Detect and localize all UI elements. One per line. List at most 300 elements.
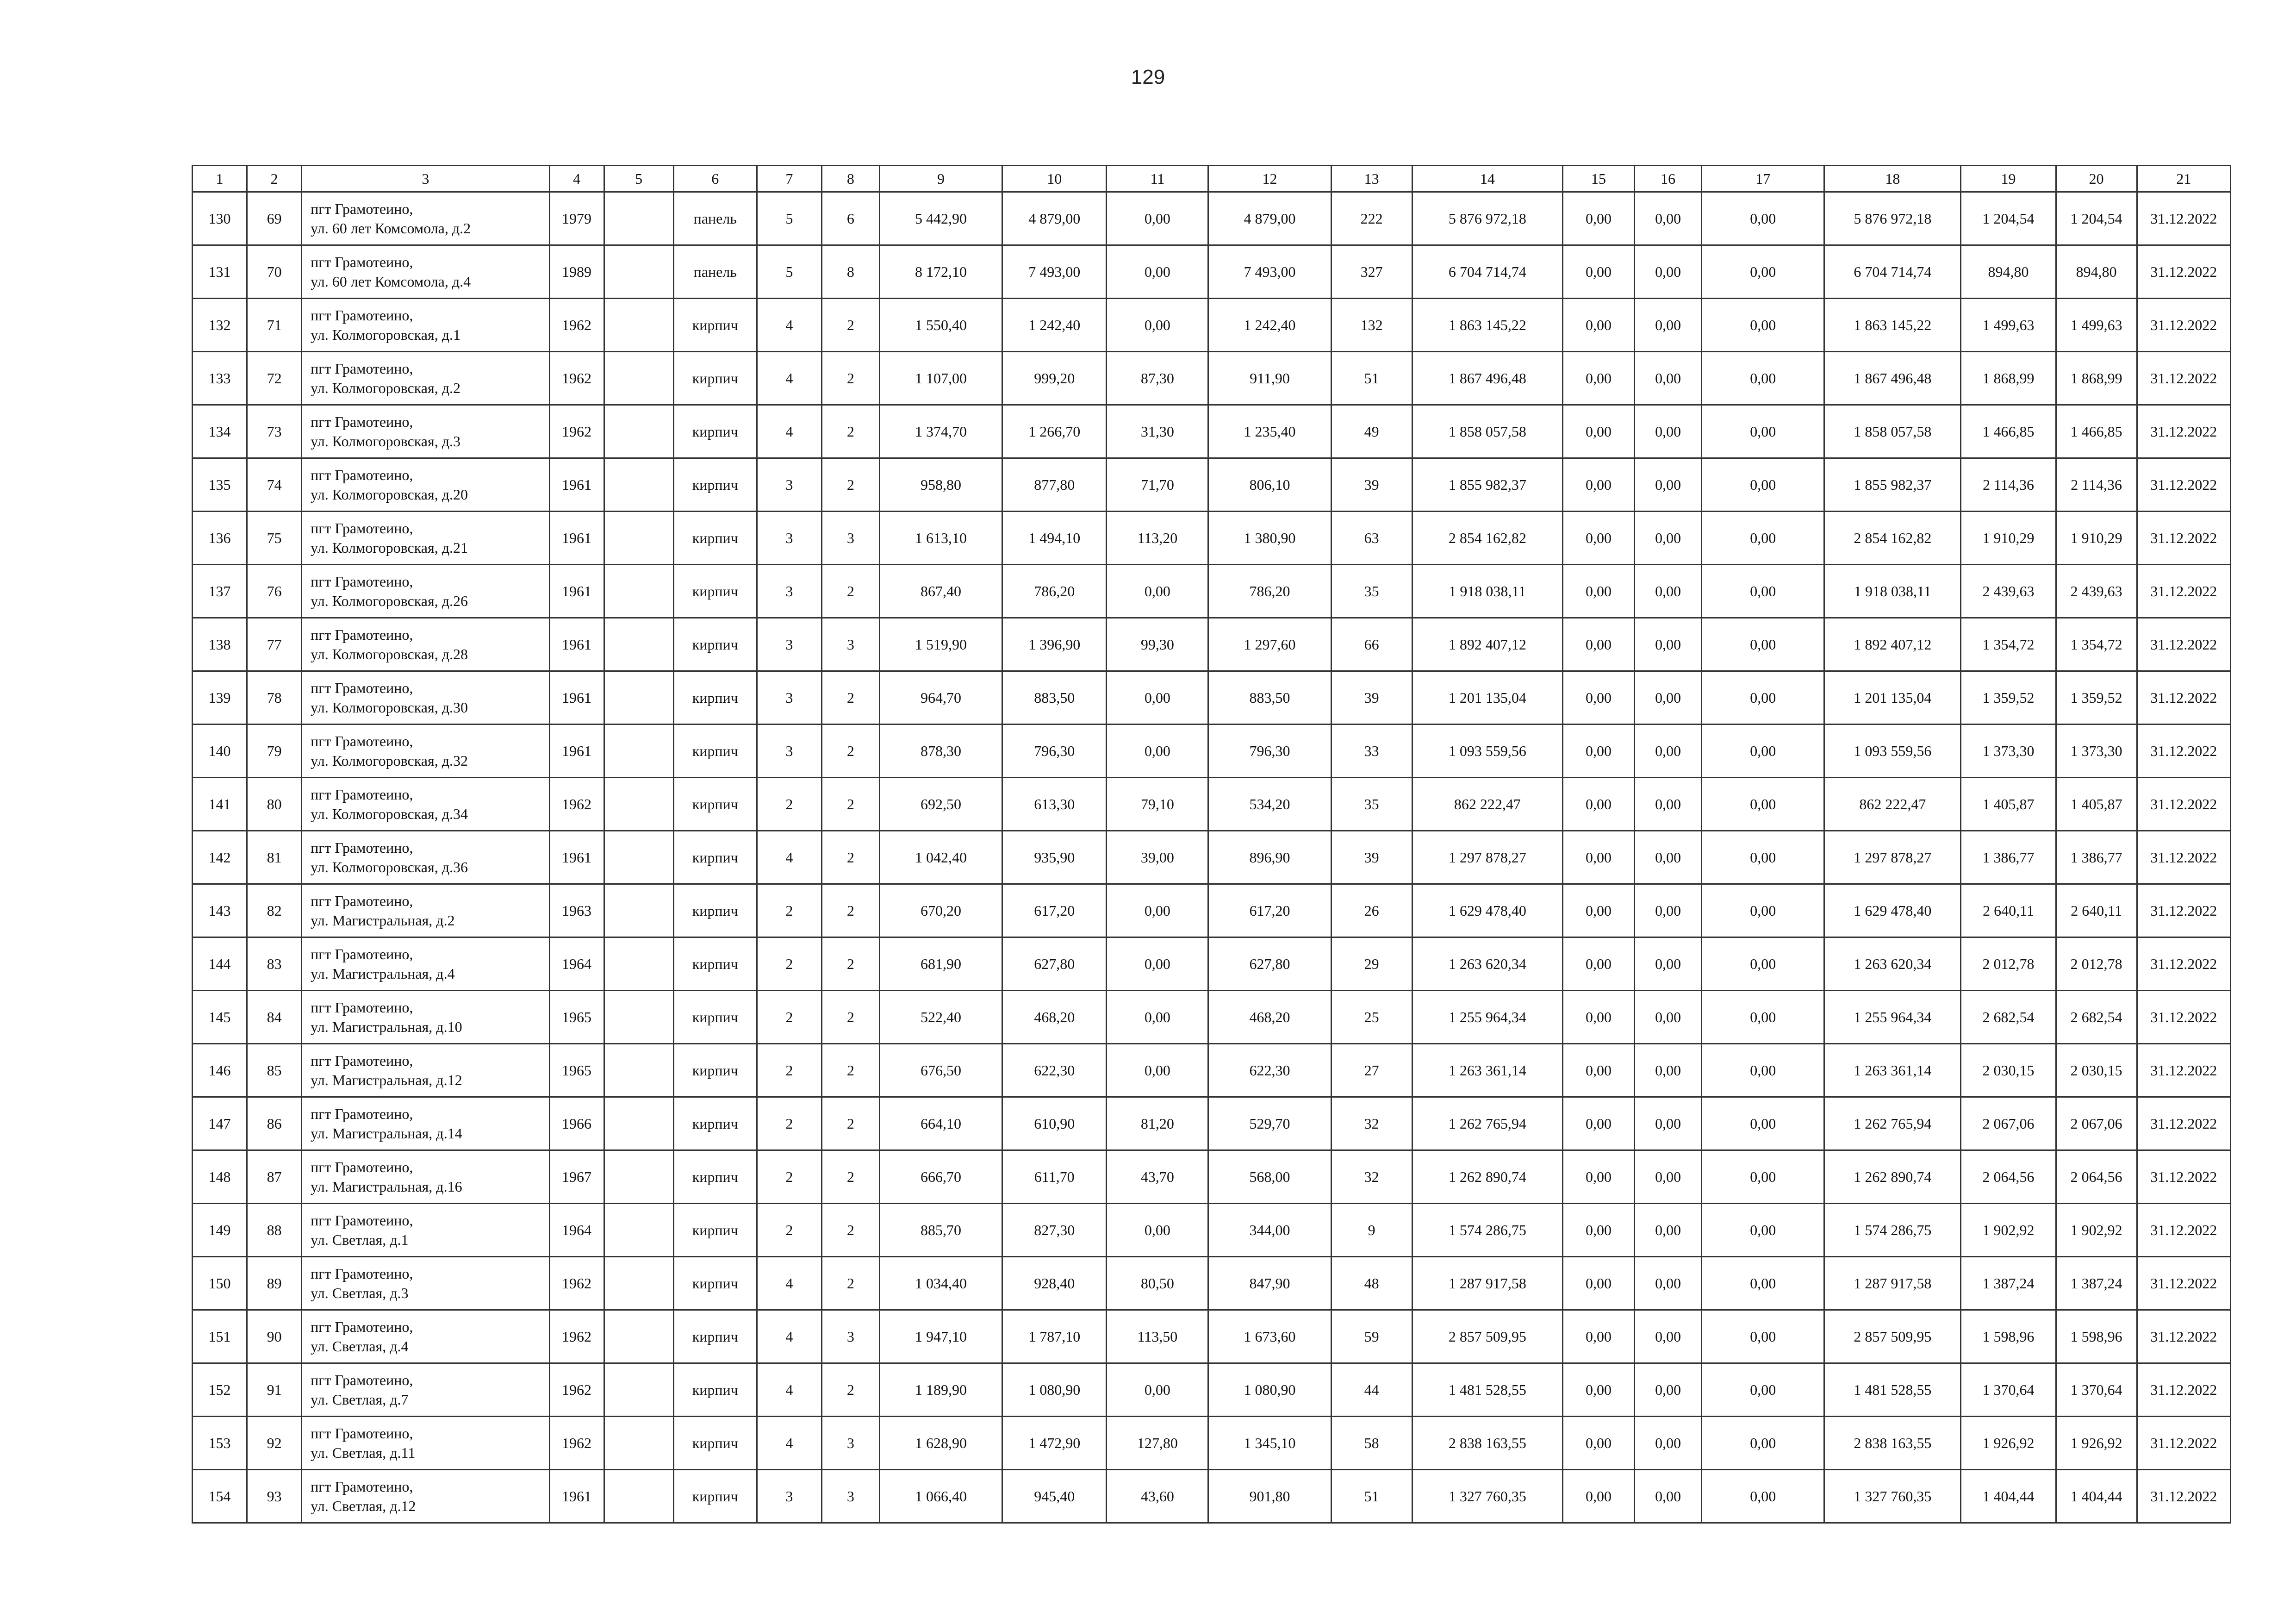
table-row [193, 352, 2231, 405]
cell-col-15: 0,00 [1562, 245, 1634, 299]
cell-col-19: 1 598,96 [1961, 1310, 2056, 1363]
cell-col-1: 144 [193, 937, 247, 991]
table-row [193, 299, 2231, 352]
address-locality: пгт Грамотеино, [311, 999, 413, 1016]
cell-col-8: 3 [821, 1470, 879, 1523]
cell-col-1: 143 [193, 884, 247, 937]
cell-col-14: 1 481 528,55 [1412, 1363, 1562, 1417]
cell-col-20: 1 499,63 [2056, 299, 2137, 352]
table-row [193, 671, 2231, 725]
address-cell [302, 1310, 549, 1363]
cell-col-9: 692,50 [879, 778, 1002, 831]
cell-col-13: 51 [1331, 1470, 1412, 1523]
address-cell [302, 991, 549, 1044]
cell-col-7: 4 [757, 1417, 821, 1470]
cell-col-5 [604, 1150, 673, 1204]
cell-col-21: 31.12.2022 [2137, 1204, 2230, 1257]
cell-col-6: панель [673, 192, 757, 245]
cell-col-7: 3 [757, 618, 821, 671]
cell-col-11: 0,00 [1107, 565, 1208, 618]
column-number-header: 14 [1412, 166, 1562, 192]
table-row [193, 618, 2231, 671]
cell-col-13: 39 [1331, 831, 1412, 884]
cell-col-18: 1 629 478,40 [1824, 884, 1961, 937]
cell-col-17: 0,00 [1702, 1470, 1824, 1523]
address-street: ул. Светлая, д.7 [311, 1391, 409, 1408]
cell-col-20: 2 067,06 [2056, 1097, 2137, 1150]
cell-col-1: 151 [193, 1310, 247, 1363]
address-locality: пгт Грамотеино, [311, 573, 413, 590]
address-cell [302, 671, 549, 725]
cell-col-16: 0,00 [1635, 245, 1702, 299]
cell-col-2: 82 [247, 884, 302, 937]
cell-col-21: 31.12.2022 [2137, 1150, 2230, 1204]
address-street: ул. Колмогоровская, д.21 [311, 539, 468, 556]
cell-col-8: 2 [821, 1363, 879, 1417]
cell-col-20: 1 598,96 [2056, 1310, 2137, 1363]
cell-col-12: 896,90 [1208, 831, 1331, 884]
cell-col-4: 1962 [549, 1417, 604, 1470]
cell-col-15: 0,00 [1562, 352, 1634, 405]
cell-col-10: 1 396,90 [1002, 618, 1107, 671]
table-row [193, 937, 2231, 991]
cell-col-2: 87 [247, 1150, 302, 1204]
cell-col-7: 4 [757, 299, 821, 352]
address-locality: пгт Грамотеино, [311, 1106, 413, 1122]
cell-col-2: 79 [247, 725, 302, 778]
cell-col-8: 3 [821, 512, 879, 565]
cell-col-7: 2 [757, 778, 821, 831]
cell-col-15: 0,00 [1562, 1097, 1634, 1150]
address-cell [302, 937, 549, 991]
cell-col-13: 39 [1331, 671, 1412, 725]
cell-col-8: 2 [821, 458, 879, 512]
cell-col-9: 1 066,40 [879, 1470, 1002, 1523]
cell-col-6: кирпич [673, 884, 757, 937]
cell-col-14: 1 262 890,74 [1412, 1150, 1562, 1204]
cell-col-1: 145 [193, 991, 247, 1044]
cell-col-4: 1963 [549, 884, 604, 937]
address-street: ул. Светлая, д.12 [311, 1498, 416, 1514]
cell-col-11: 79,10 [1107, 778, 1208, 831]
cell-col-13: 32 [1331, 1097, 1412, 1150]
cell-col-12: 786,20 [1208, 565, 1331, 618]
cell-col-21: 31.12.2022 [2137, 618, 2230, 671]
cell-col-18: 2 838 163,55 [1824, 1417, 1961, 1470]
cell-col-4: 1961 [549, 565, 604, 618]
column-number-header: 4 [549, 166, 604, 192]
table-row [193, 245, 2231, 299]
column-number-header: 13 [1331, 166, 1412, 192]
address-locality: пгт Грамотеино, [311, 467, 413, 483]
table-row [193, 1417, 2231, 1470]
cell-col-1: 142 [193, 831, 247, 884]
cell-col-13: 66 [1331, 618, 1412, 671]
cell-col-17: 0,00 [1702, 299, 1824, 352]
cell-col-13: 48 [1331, 1257, 1412, 1310]
cell-col-13: 29 [1331, 937, 1412, 991]
cell-col-7: 2 [757, 937, 821, 991]
cell-col-12: 883,50 [1208, 671, 1331, 725]
cell-col-2: 93 [247, 1470, 302, 1523]
cell-col-10: 1 787,10 [1002, 1310, 1107, 1363]
address-locality: пгт Грамотеино, [311, 893, 413, 909]
address-locality: пгт Грамотеино, [311, 307, 413, 324]
cell-col-20: 1 370,64 [2056, 1363, 2137, 1417]
address-locality: пгт Грамотеино, [311, 626, 413, 643]
cell-col-9: 8 172,10 [879, 245, 1002, 299]
cell-col-18: 1 201 135,04 [1824, 671, 1961, 725]
cell-col-15: 0,00 [1562, 1417, 1634, 1470]
table-row [193, 1150, 2231, 1204]
cell-col-8: 2 [821, 991, 879, 1044]
cell-col-16: 0,00 [1635, 1044, 1702, 1097]
cell-col-9: 867,40 [879, 565, 1002, 618]
cell-col-11: 127,80 [1107, 1417, 1208, 1470]
address-cell [302, 618, 549, 671]
address-cell [302, 1150, 549, 1204]
cell-col-11: 39,00 [1107, 831, 1208, 884]
cell-col-21: 31.12.2022 [2137, 884, 2230, 937]
cell-col-16: 0,00 [1635, 884, 1702, 937]
cell-col-11: 71,70 [1107, 458, 1208, 512]
cell-col-9: 964,70 [879, 671, 1002, 725]
address-locality: пгт Грамотеино, [311, 1318, 413, 1335]
address-cell [302, 512, 549, 565]
cell-col-11: 0,00 [1107, 884, 1208, 937]
cell-col-15: 0,00 [1562, 458, 1634, 512]
cell-col-19: 2 439,63 [1961, 565, 2056, 618]
cell-col-5 [604, 458, 673, 512]
cell-col-13: 63 [1331, 512, 1412, 565]
cell-col-14: 1 629 478,40 [1412, 884, 1562, 937]
cell-col-20: 1 387,24 [2056, 1257, 2137, 1310]
cell-col-20: 1 868,99 [2056, 352, 2137, 405]
cell-col-10: 928,40 [1002, 1257, 1107, 1310]
cell-col-4: 1961 [549, 725, 604, 778]
cell-col-8: 6 [821, 192, 879, 245]
cell-col-14: 1 262 765,94 [1412, 1097, 1562, 1150]
address-locality: пгт Грамотеино, [311, 413, 413, 430]
address-street: ул. Колмогоровская, д.36 [311, 859, 468, 875]
cell-col-16: 0,00 [1635, 937, 1702, 991]
cell-col-10: 877,80 [1002, 458, 1107, 512]
table-row [193, 1044, 2231, 1097]
cell-col-10: 883,50 [1002, 671, 1107, 725]
cell-col-20: 1 926,92 [2056, 1417, 2137, 1470]
cell-col-9: 681,90 [879, 937, 1002, 991]
cell-col-21: 31.12.2022 [2137, 937, 2230, 991]
cell-col-12: 1 345,10 [1208, 1417, 1331, 1470]
cell-col-16: 0,00 [1635, 778, 1702, 831]
cell-col-15: 0,00 [1562, 1257, 1634, 1310]
cell-col-1: 154 [193, 1470, 247, 1523]
address-street: ул. Светлая, д.1 [311, 1231, 409, 1248]
cell-col-18: 1 858 057,58 [1824, 405, 1961, 458]
address-locality: пгт Грамотеино, [311, 946, 413, 962]
cell-col-1: 153 [193, 1417, 247, 1470]
cell-col-14: 5 876 972,18 [1412, 192, 1562, 245]
cell-col-1: 139 [193, 671, 247, 725]
cell-col-19: 1 405,87 [1961, 778, 2056, 831]
column-number-header: 2 [247, 166, 302, 192]
cell-col-6: кирпич [673, 405, 757, 458]
address-street: ул. Колмогоровская, д.26 [311, 593, 468, 609]
cell-col-16: 0,00 [1635, 1363, 1702, 1417]
address-locality: пгт Грамотеино, [311, 1265, 413, 1282]
cell-col-17: 0,00 [1702, 1310, 1824, 1363]
cell-col-11: 0,00 [1107, 245, 1208, 299]
cell-col-5 [604, 299, 673, 352]
cell-col-6: кирпич [673, 937, 757, 991]
cell-col-7: 2 [757, 1204, 821, 1257]
address-cell [302, 1417, 549, 1470]
cell-col-18: 1 093 559,56 [1824, 725, 1961, 778]
table-row [193, 1363, 2231, 1417]
cell-col-7: 2 [757, 884, 821, 937]
cell-col-16: 0,00 [1635, 725, 1702, 778]
cell-col-5 [604, 565, 673, 618]
cell-col-17: 0,00 [1702, 1363, 1824, 1417]
address-cell [302, 1470, 549, 1523]
cell-col-1: 141 [193, 778, 247, 831]
cell-col-17: 0,00 [1702, 1150, 1824, 1204]
column-number-header: 20 [2056, 166, 2137, 192]
cell-col-4: 1961 [549, 831, 604, 884]
cell-col-15: 0,00 [1562, 1150, 1634, 1204]
cell-col-17: 0,00 [1702, 1257, 1824, 1310]
column-number-row [193, 166, 2231, 192]
address-cell [302, 1097, 549, 1150]
cell-col-17: 0,00 [1702, 565, 1824, 618]
cell-col-9: 1 613,10 [879, 512, 1002, 565]
cell-col-15: 0,00 [1562, 192, 1634, 245]
cell-col-7: 4 [757, 831, 821, 884]
cell-col-1: 136 [193, 512, 247, 565]
cell-col-1: 134 [193, 405, 247, 458]
cell-col-8: 2 [821, 1257, 879, 1310]
cell-col-2: 71 [247, 299, 302, 352]
cell-col-10: 935,90 [1002, 831, 1107, 884]
cell-col-13: 222 [1331, 192, 1412, 245]
cell-col-19: 2 064,56 [1961, 1150, 2056, 1204]
cell-col-21: 31.12.2022 [2137, 1044, 2230, 1097]
cell-col-14: 2 854 162,82 [1412, 512, 1562, 565]
cell-col-18: 1 262 765,94 [1824, 1097, 1961, 1150]
table-row [193, 1470, 2231, 1523]
cell-col-19: 894,80 [1961, 245, 2056, 299]
cell-col-5 [604, 352, 673, 405]
cell-col-10: 1 080,90 [1002, 1363, 1107, 1417]
cell-col-7: 2 [757, 991, 821, 1044]
address-street: ул. Магистральная, д.16 [311, 1178, 462, 1195]
cell-col-6: кирпич [673, 991, 757, 1044]
cell-col-2: 85 [247, 1044, 302, 1097]
cell-col-14: 2 857 509,95 [1412, 1310, 1562, 1363]
table-row [193, 1257, 2231, 1310]
cell-col-20: 1 902,92 [2056, 1204, 2137, 1257]
cell-col-13: 44 [1331, 1363, 1412, 1417]
cell-col-18: 1 297 878,27 [1824, 831, 1961, 884]
cell-col-11: 31,30 [1107, 405, 1208, 458]
cell-col-5 [604, 991, 673, 1044]
cell-col-2: 75 [247, 512, 302, 565]
cell-col-8: 2 [821, 831, 879, 884]
cell-col-16: 0,00 [1635, 1097, 1702, 1150]
cell-col-16: 0,00 [1635, 991, 1702, 1044]
cell-col-12: 468,20 [1208, 991, 1331, 1044]
cell-col-6: кирпич [673, 831, 757, 884]
address-street: ул. Колмогоровская, д.2 [311, 380, 460, 396]
address-locality: пгт Грамотеино, [311, 786, 413, 803]
cell-col-7: 2 [757, 1097, 821, 1150]
cell-col-4: 1966 [549, 1097, 604, 1150]
cell-col-21: 31.12.2022 [2137, 1470, 2230, 1523]
cell-col-5 [604, 405, 673, 458]
cell-col-7: 4 [757, 352, 821, 405]
cell-col-10: 1 494,10 [1002, 512, 1107, 565]
cell-col-14: 1 867 496,48 [1412, 352, 1562, 405]
cell-col-13: 27 [1331, 1044, 1412, 1097]
address-locality: пгт Грамотеино, [311, 839, 413, 856]
cell-col-16: 0,00 [1635, 512, 1702, 565]
cell-col-7: 2 [757, 1044, 821, 1097]
cell-col-15: 0,00 [1562, 671, 1634, 725]
cell-col-5 [604, 725, 673, 778]
cell-col-4: 1965 [549, 1044, 604, 1097]
cell-col-21: 31.12.2022 [2137, 458, 2230, 512]
cell-col-7: 5 [757, 192, 821, 245]
cell-col-17: 0,00 [1702, 192, 1824, 245]
cell-col-4: 1967 [549, 1150, 604, 1204]
cell-col-21: 31.12.2022 [2137, 352, 2230, 405]
housing-register-table [192, 165, 2231, 1524]
cell-col-19: 2 640,11 [1961, 884, 2056, 937]
cell-col-12: 1 235,40 [1208, 405, 1331, 458]
cell-col-6: кирпич [673, 725, 757, 778]
address-street: ул. 60 лет Комсомола, д.4 [311, 273, 471, 290]
cell-col-4: 1961 [549, 1470, 604, 1523]
cell-col-20: 2 640,11 [2056, 884, 2137, 937]
cell-col-20: 2 012,78 [2056, 937, 2137, 991]
cell-col-15: 0,00 [1562, 1363, 1634, 1417]
cell-col-15: 0,00 [1562, 565, 1634, 618]
cell-col-17: 0,00 [1702, 725, 1824, 778]
cell-col-12: 627,80 [1208, 937, 1331, 991]
column-number-header: 10 [1002, 166, 1107, 192]
cell-col-11: 0,00 [1107, 1044, 1208, 1097]
cell-col-10: 4 879,00 [1002, 192, 1107, 245]
cell-col-9: 1 374,70 [879, 405, 1002, 458]
cell-col-12: 617,20 [1208, 884, 1331, 937]
cell-col-19: 2 114,36 [1961, 458, 2056, 512]
cell-col-2: 70 [247, 245, 302, 299]
cell-col-16: 0,00 [1635, 1310, 1702, 1363]
cell-col-20: 2 682,54 [2056, 991, 2137, 1044]
cell-col-1: 140 [193, 725, 247, 778]
table-body [193, 192, 2231, 1523]
cell-col-4: 1962 [549, 1363, 604, 1417]
cell-col-1: 132 [193, 299, 247, 352]
address-street: ул. Колмогоровская, д.3 [311, 433, 460, 450]
cell-col-5 [604, 1417, 673, 1470]
cell-col-12: 7 493,00 [1208, 245, 1331, 299]
cell-col-4: 1989 [549, 245, 604, 299]
cell-col-17: 0,00 [1702, 458, 1824, 512]
cell-col-18: 1 855 982,37 [1824, 458, 1961, 512]
cell-col-17: 0,00 [1702, 1044, 1824, 1097]
cell-col-15: 0,00 [1562, 937, 1634, 991]
cell-col-2: 80 [247, 778, 302, 831]
cell-col-14: 2 838 163,55 [1412, 1417, 1562, 1470]
cell-col-8: 2 [821, 405, 879, 458]
cell-col-1: 152 [193, 1363, 247, 1417]
table-row [193, 991, 2231, 1044]
cell-col-5 [604, 1310, 673, 1363]
cell-col-4: 1961 [549, 458, 604, 512]
cell-col-12: 529,70 [1208, 1097, 1331, 1150]
cell-col-8: 8 [821, 245, 879, 299]
cell-col-19: 1 926,92 [1961, 1417, 2056, 1470]
cell-col-14: 1 327 760,35 [1412, 1470, 1562, 1523]
cell-col-19: 1 499,63 [1961, 299, 2056, 352]
column-number-header: 12 [1208, 166, 1331, 192]
cell-col-14: 1 263 361,14 [1412, 1044, 1562, 1097]
address-locality: пгт Грамотеино, [311, 680, 413, 696]
address-street: ул. Колмогоровская, д.34 [311, 806, 468, 822]
cell-col-14: 1 863 145,22 [1412, 299, 1562, 352]
cell-col-18: 1 574 286,75 [1824, 1204, 1961, 1257]
cell-col-20: 1 405,87 [2056, 778, 2137, 831]
address-street: ул. Светлая, д.3 [311, 1285, 409, 1301]
cell-col-4: 1961 [549, 671, 604, 725]
cell-col-11: 0,00 [1107, 192, 1208, 245]
cell-col-14: 1 093 559,56 [1412, 725, 1562, 778]
cell-col-19: 1 204,54 [1961, 192, 2056, 245]
cell-col-2: 86 [247, 1097, 302, 1150]
cell-col-19: 1 404,44 [1961, 1470, 2056, 1523]
cell-col-8: 3 [821, 1310, 879, 1363]
cell-col-8: 2 [821, 1150, 879, 1204]
column-number-header: 8 [821, 166, 879, 192]
address-locality: пгт Грамотеино, [311, 1159, 413, 1175]
cell-col-12: 534,20 [1208, 778, 1331, 831]
cell-col-16: 0,00 [1635, 618, 1702, 671]
cell-col-18: 1 481 528,55 [1824, 1363, 1961, 1417]
cell-col-16: 0,00 [1635, 352, 1702, 405]
cell-col-19: 1 359,52 [1961, 671, 2056, 725]
cell-col-20: 1 386,77 [2056, 831, 2137, 884]
cell-col-12: 1 380,90 [1208, 512, 1331, 565]
cell-col-16: 0,00 [1635, 1150, 1702, 1204]
address-street: ул. Магистральная, д.2 [311, 912, 455, 929]
cell-col-6: кирпич [673, 512, 757, 565]
cell-col-18: 1 287 917,58 [1824, 1257, 1961, 1310]
address-locality: пгт Грамотеино, [311, 200, 413, 217]
cell-col-20: 1 466,85 [2056, 405, 2137, 458]
cell-col-8: 2 [821, 565, 879, 618]
column-number-header: 15 [1562, 166, 1634, 192]
cell-col-5 [604, 884, 673, 937]
cell-col-8: 2 [821, 671, 879, 725]
cell-col-7: 3 [757, 1470, 821, 1523]
cell-col-12: 911,90 [1208, 352, 1331, 405]
address-street: ул. Магистральная, д.12 [311, 1072, 462, 1088]
cell-col-8: 2 [821, 299, 879, 352]
cell-col-8: 2 [821, 352, 879, 405]
address-locality: пгт Грамотеино, [311, 520, 413, 537]
table-row [193, 512, 2231, 565]
